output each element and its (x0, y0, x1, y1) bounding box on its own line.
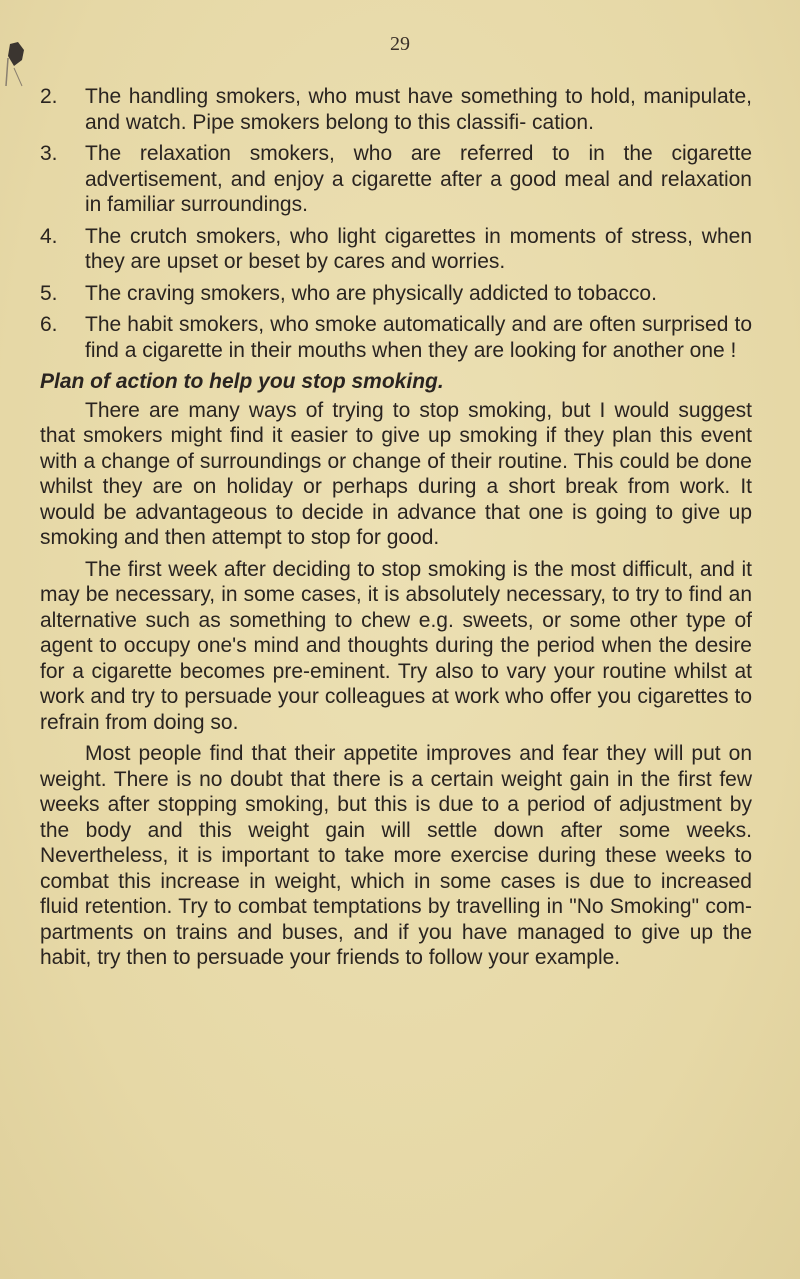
list-item (40, 312, 752, 363)
list-item-number: 2. (40, 85, 58, 108)
page-number: 29 (390, 33, 410, 55)
list-item-number: 5. (40, 281, 58, 305)
body-paragraph: There are many ways of trying to stop smoking, but I would suggest that smokers might find it easier to give up smoking if they plan this event with a change of surroundings or change of their routine. This could be done whilst they are on holiday or perhaps during a short break from work. It would be advantageous to decide in advance that one is going to give up smoking and then attempt to stop for good. (40, 398, 752, 549)
list-item (40, 281, 752, 307)
list-item-text: The crutch smokers, who light cigarettes in moments of stress, when they are upset or beset by cares and worries. (85, 224, 752, 273)
list-item-number: 6. (40, 313, 58, 336)
list-item (40, 141, 752, 218)
smoker-types-list (40, 84, 752, 363)
list-item (40, 84, 752, 135)
list-item-text: The craving smokers, who are physically addicted to tobacco. (85, 281, 657, 305)
list-item-text: The handling smokers, who must have something to hold, manipulate, and watch. Pipe smokers belong to this classifi- cation. (85, 85, 752, 134)
section-heading: Plan of action to help you stop smoking. (40, 370, 444, 393)
body-paragraph: The first week after deciding to stop smoking is the most difficult, and it may be necessary, in some cases, it is absolutely necessary, to try to find an alternative such as something to chew e.g. sweets, or some other type of agent to occupy one's mind and thoughts during the period when the desire for a cigarette becomes pre-eminent. Try also to vary your routine whilst at work and try to persuade your colleagues at work who offer you cigarettes to refrain from doing so. (40, 557, 752, 734)
page-content (40, 84, 752, 977)
list-item-number: 4. (40, 224, 58, 248)
body-paragraph: Most people find that their appetite improves and fear they will put on weight. There is no doubt that there is a certain weight gain in the first few weeks after stopping smoking, but this is due to a period of adjustment by the body and this weight gain will settle down after some weeks. Nevertheless, it is important to take more exercise during these weeks to combat this increase in weight, which in some cases is due to increased fluid retention. Try to combat temptations by travelling in "No Smoking" com- partments on trains and buses, and if you have managed to give up the habit, try then to persuade your friends to follow your example. (40, 742, 752, 969)
list-item (40, 224, 752, 275)
list-item-number: 3. (40, 142, 58, 165)
list-item-text: The habit smokers, who smoke automatically and are often surprised to find a cigarette in their mouths when they are looking for another one ! (85, 313, 752, 362)
list-item-text: The relaxation smokers, who are referred to in the cigarette advertisement, and enjoy a cigarette after a good meal and relaxation in familiar surroundings. (85, 142, 752, 216)
